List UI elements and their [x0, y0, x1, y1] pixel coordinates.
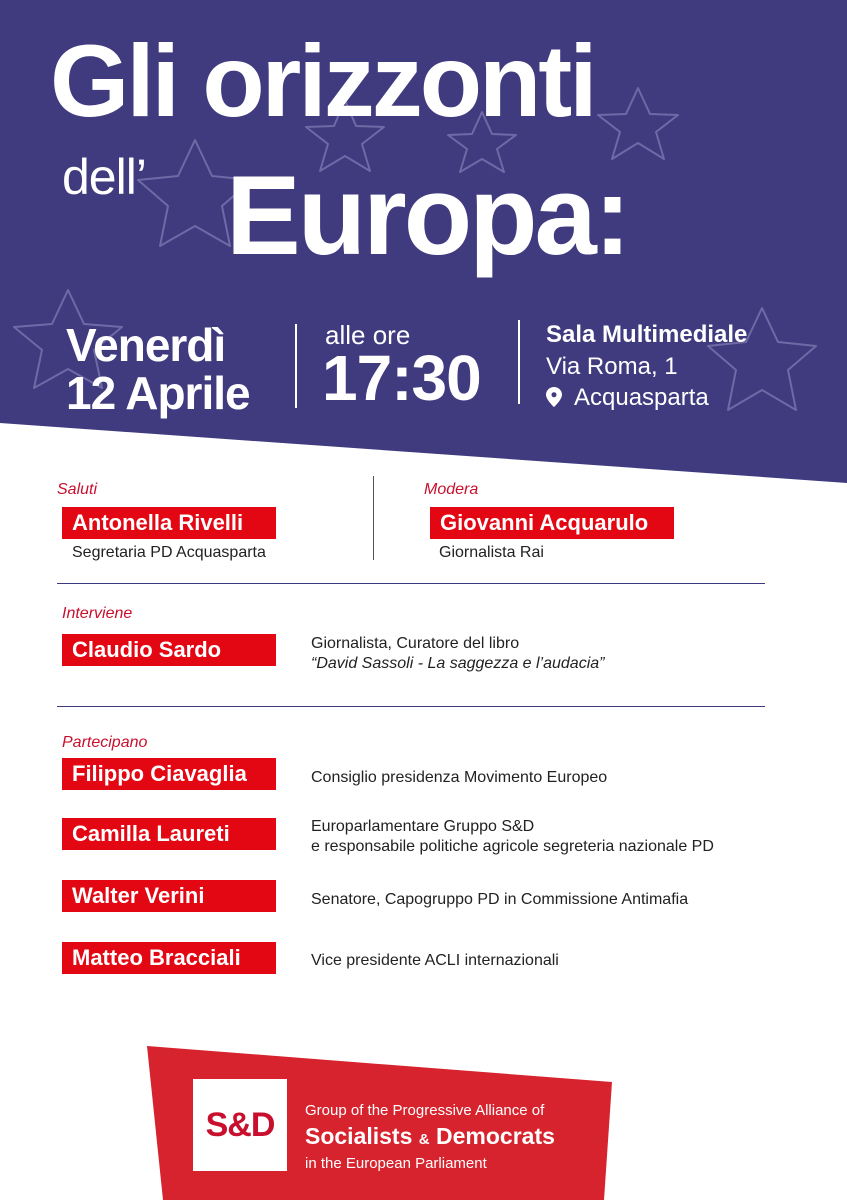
speaker-desc-line2: “David Sassoli - La saggezza e l’audacia” — [311, 655, 605, 672]
role-label-interviene: Interviene — [62, 605, 133, 622]
role-label-saluti: Saluti — [57, 481, 98, 498]
venue-street: Via Roma, 1 — [546, 353, 678, 380]
group-name-line2 — [305, 1125, 555, 1148]
participant-name: Filippo Ciavaglia — [62, 758, 276, 790]
participant-desc-line2: e responsabile politiche agricole segreteria nazionale PD — [311, 838, 714, 855]
location-pin-icon — [546, 387, 562, 407]
participant-name: Camilla Laureti — [62, 818, 276, 850]
participant-desc: Vice presidente ACLI internazionali — [311, 952, 559, 969]
section-divider — [57, 583, 765, 584]
role-label-partecipano: Partecipano — [62, 734, 148, 751]
time-prefix: alle ore — [325, 320, 411, 350]
speaker-name: Antonella Rivelli — [62, 507, 276, 539]
venue-city-text: Acquasparta — [574, 384, 709, 411]
divider — [295, 324, 297, 408]
group-name-democrats: Democrats — [436, 1123, 555, 1149]
divider — [518, 320, 520, 404]
section-divider — [57, 706, 765, 707]
venue-name: Sala Multimediale — [546, 321, 748, 348]
moderator-name: Giovanni Acquarulo — [430, 507, 674, 539]
role-label-modera: Modera — [424, 481, 479, 498]
title-dell: dell’ — [62, 149, 146, 205]
title-line-1: Gli orizzonti — [50, 24, 595, 138]
speaker-desc: Segretaria PD Acquasparta — [72, 544, 266, 561]
participant-desc: Consiglio presidenza Movimento Europeo — [311, 769, 608, 786]
moderator-desc: Giornalista Rai — [439, 544, 544, 561]
event-day: Venerdì — [66, 319, 226, 371]
group-name-socialists: Socialists — [305, 1123, 413, 1149]
column-divider — [373, 476, 374, 560]
group-name-line1: Group of the Progressive Alliance of — [305, 1102, 545, 1119]
group-name-amp: & — [418, 1131, 430, 1148]
speaker-name: Claudio Sardo — [62, 634, 276, 666]
title-europa: Europa: — [226, 153, 629, 278]
group-name-line3: in the European Parliament — [305, 1155, 487, 1172]
participant-name: Walter Verini — [62, 880, 276, 912]
participant-desc: Senatore, Capogruppo PD in Commissione Antimafia — [311, 891, 689, 908]
sd-logo: S&D — [193, 1079, 287, 1171]
event-time: 17:30 — [322, 342, 481, 414]
event-date: 12 Aprile — [66, 367, 250, 419]
venue-city — [546, 386, 709, 410]
participant-desc-line1: Europarlamentare Gruppo S&D — [311, 818, 535, 835]
speaker-desc-line1: Giornalista, Curatore del libro — [311, 635, 520, 652]
participant-name: Matteo Bracciali — [62, 942, 276, 974]
